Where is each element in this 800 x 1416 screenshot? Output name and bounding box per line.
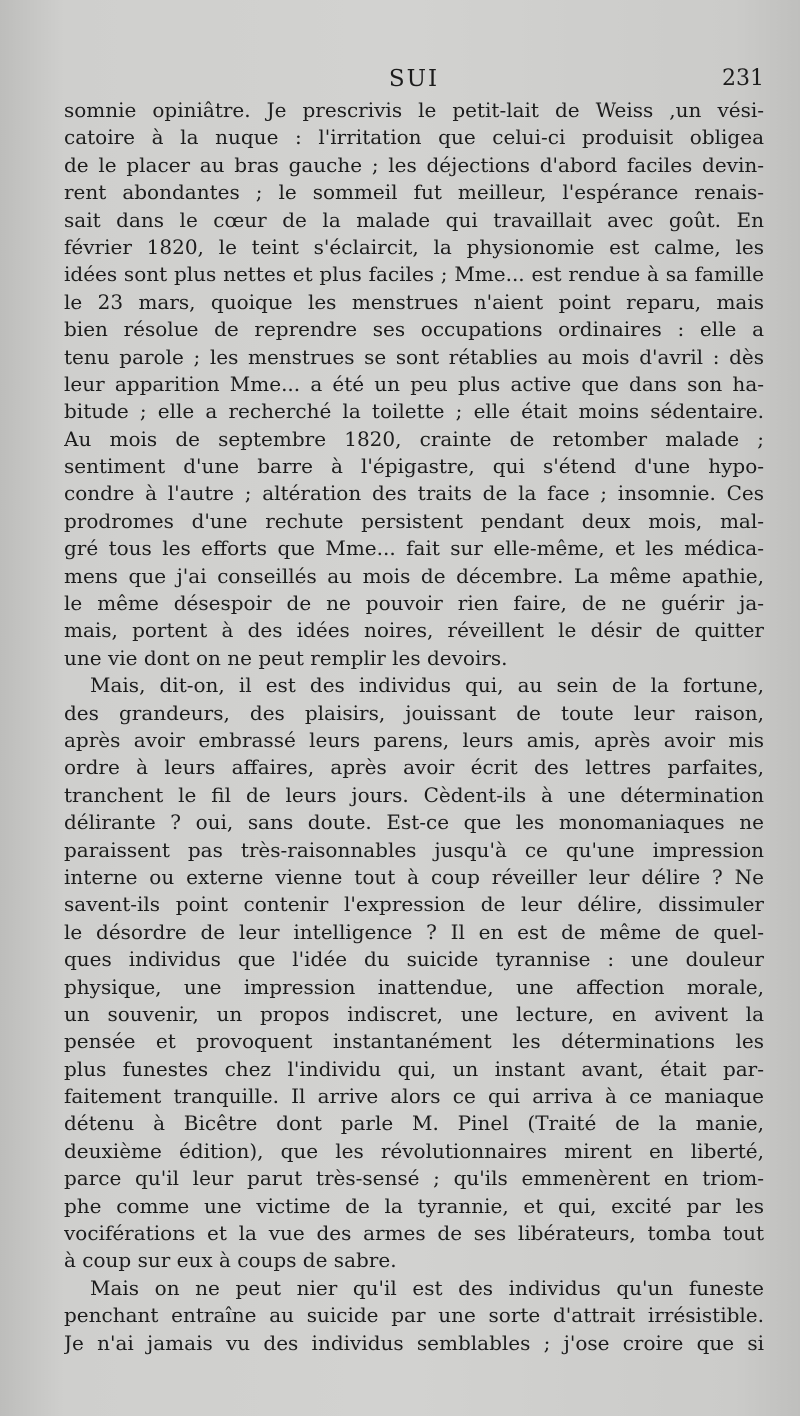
text-line: plus funestes chez l'individu qui, un instant avant, était par- [64,1056,764,1081]
text-line: penchant entraîne au suicide par une sorte d'attrait irrésistible. [64,1303,764,1328]
text-line: prodromes d'une rechute persistent pendant deux mois, mal- [64,508,764,533]
text-line: faitement tranquille. Il arrive alors ce qui arriva à ce maniaque [64,1084,764,1109]
text-line: bien résolue de reprendre ses occupations ordinaires : elle a [64,317,764,342]
text-line: des grandeurs, des plaisirs, jouissant de toute leur raison, [64,700,764,725]
page-header [64,64,764,94]
page-number: 231 [722,66,764,91]
text-line: ques individus que l'idée du suicide tyrannise : une douleur [64,947,764,972]
text-line: bitude ; elle a recherché la toilette ; elle était moins sédentaire. [64,399,764,424]
text-line: gré tous les efforts que Mme... fait sur elle-même, et les médica- [64,536,764,561]
text-line: idées sont plus nettes et plus faciles ; Mme... est rendue à sa famille [64,262,764,287]
text-line: pensée et provoquent instantanément les déterminations les [64,1029,764,1054]
text-line: sentiment d'une barre à l'épigastre, qui s'étend d'une hypo- [64,454,764,479]
text-line: sait dans le cœur de la malade qui travaillait avec goût. En [64,207,764,232]
text-line: Je n'ai jamais vu des individus semblables ; j'ose croire que si [64,1330,764,1355]
text-line: à coup sur eux à coups de sabre. [64,1248,397,1273]
text-line: février 1820, le teint s'éclaircit, la physionomie est calme, les [64,234,764,259]
text-line: parce qu'il leur parut très-sensé ; qu'ils emmenèrent en triom- [64,1166,764,1191]
text-line: condre à l'autre ; altération des traits de la face ; insomnie. Ces [64,481,764,506]
text-line: rent abondantes ; le sommeil fut meilleur, l'espérance renais- [64,180,764,205]
text-line: de le placer au bras gauche ; les déjections d'abord faciles devin- [64,152,764,177]
text-line: physique, une impression inattendue, une affection morale, [64,974,764,999]
text-line: Mais, dit-on, il est des individus qui, au sein de la fortune, [90,673,764,698]
text-line: délirante ? oui, sans doute. Est-ce que les monomaniaques ne [64,810,764,835]
body-text [64,97,764,1357]
text-line: ordre à leurs affaires, après avoir écrit des lettres parfaites, [64,755,764,780]
text-line: interne ou externe vienne tout à coup réveiller leur délire ? Ne [64,864,764,889]
text-line: phe comme une victime de la tyrannie, et qui, excité par les [64,1193,764,1218]
text-line: un souvenir, un propos indiscret, une lecture, en avivent la [64,1001,764,1026]
text-line: leur apparition Mme... a été un peu plus active que dans son ha- [64,371,764,396]
text-line: tenu parole ; les menstrues se sont rétablies au mois d'avril : dès [64,344,764,369]
running-head: SUI [388,66,440,92]
text-line: une vie dont on ne peut remplir les devoirs. [64,645,508,670]
text-line: deuxième édition), que les révolutionnaires mirent en liberté, [64,1138,764,1163]
text-line: le 23 mars, quoique les menstrues n'aient point reparu, mais [64,289,764,314]
text-line: vociférations et la vue des armes de ses libérateurs, tomba tout [64,1221,764,1246]
text-line: mens que j'ai conseillés au mois de décembre. La même apathie, [64,563,764,588]
text-line: mais, portent à des idées noires, réveillent le désir de quitter [64,618,764,643]
text-line: le même désespoir de ne pouvoir rien faire, de ne guérir ja- [64,591,764,616]
text-line: après avoir embrassé leurs parens, leurs amis, après avoir mis [64,727,764,752]
text-line: savent-ils point contenir l'expression de leur délire, dissimuler [64,892,764,917]
text-line: somnie opiniâtre. Je prescrivis le petit-lait de Weiss ,un vési- [64,98,764,122]
text-line: Mais on ne peut nier qu'il est des individus qu'un funeste [90,1275,764,1300]
text-line: tranchent le fil de leurs jours. Cèdent-ils à une détermination [64,782,764,807]
text-line: le désordre de leur intelligence ? Il en est de même de quel- [64,919,764,944]
text-line: catoire à la nuque : l'irritation que celui-ci produisit obligea [64,125,764,150]
text-line: détenu à Bicêtre dont parle M. Pinel (Traité de la manie, [64,1111,764,1136]
text-line: paraissent pas très-raisonnables jusqu'à ce qu'une impression [64,837,764,862]
text-line: Au mois de septembre 1820, crainte de retomber malade ; [64,426,764,451]
